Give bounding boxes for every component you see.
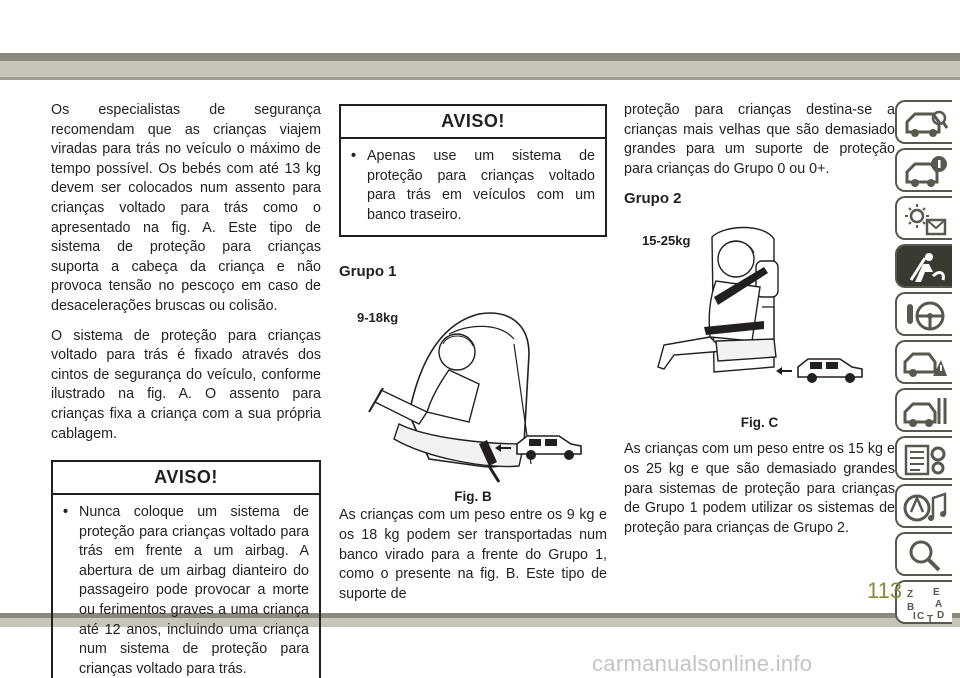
svg-text:E: E bbox=[933, 587, 940, 598]
watermark: carmanualsonline.info bbox=[592, 651, 813, 676]
svg-text:Z: Z bbox=[907, 589, 914, 600]
warning-item bbox=[63, 503, 309, 678]
warning-text: Apenas use um sistema de proteção para crianças voltado para trás em veículos com um banco traseiro. bbox=[367, 148, 595, 223]
bullet: • bbox=[351, 148, 357, 164]
car-inspection-icon[interactable] bbox=[895, 100, 952, 144]
paragraph: As crianças com um peso entre os 15 kg e os 25 kg e que são demasiado grandes para sistemas de proteção para crianças de Grupo 1 podem utilizar os sistemas de proteção para crianças de Grupo 2. bbox=[624, 441, 895, 536]
section-heading: Grupo 1 bbox=[339, 263, 397, 281]
car-service-icon[interactable] bbox=[895, 388, 952, 432]
steering-wheel-icon[interactable] bbox=[895, 292, 952, 336]
warning-box bbox=[51, 460, 321, 678]
header-band-line bbox=[0, 77, 960, 80]
warning-text: Nunca coloque um sistema de proteção para crianças voltado para trás em frente a um airbag. A abertura de um airbag dianteiro do passageiro pode provocar a morte ou ferimentos graves a uma criança até 12 anos, incluindo uma criança num sistema de proteção para crianças voltado para trás. bbox=[79, 504, 309, 677]
warning-body bbox=[341, 139, 605, 235]
warning-title: AVISO! bbox=[341, 106, 605, 139]
car-crash-icon[interactable] bbox=[895, 340, 952, 384]
paragraph: Os especialistas de segurança recomendam que as crianças viajem viradas para trás no veículo o máximo de tempo possível. Os bebés com até 13 kg devem ser colocados num assento para crianças voltado para trás como o apresentado na fig. A. Este tipo de sistema de proteção para crianças suporta a cabeça da criança e não provoca tensão no pescoço em caso de desacelerações bruscas ou colisão. bbox=[51, 102, 321, 314]
svg-text:B: B bbox=[907, 602, 915, 613]
column-right bbox=[624, 101, 895, 548]
specifications-icon[interactable] bbox=[895, 436, 952, 480]
warning-box bbox=[339, 104, 607, 237]
svg-text:T: T bbox=[927, 614, 934, 622]
svg-text:I: I bbox=[913, 611, 916, 622]
language-index-icon[interactable] bbox=[895, 580, 952, 624]
figure-caption: Fig. C bbox=[740, 414, 779, 430]
bullet: • bbox=[63, 504, 69, 521]
figure-b bbox=[339, 294, 607, 504]
paragraph: proteção para crianças destina-se a crianças mais velhas que são demasiado grandes para um suporte de proteção para crianças do Grupo 0 ou 0+. bbox=[624, 102, 895, 177]
child-seat-group1-illustration bbox=[339, 294, 607, 484]
paragraph: O sistema de proteção para crianças voltado para trás é fixado através dos cintos de segurança do veículo, conforme ilustrado na fig. A. O assento para crianças fixa a criança com a sua própria cablagem. bbox=[51, 327, 321, 442]
warning-body bbox=[53, 495, 319, 678]
multimedia-icon[interactable] bbox=[895, 484, 952, 528]
column-middle bbox=[339, 104, 607, 614]
search-index-icon[interactable] bbox=[895, 532, 952, 576]
section-heading: Grupo 2 bbox=[624, 190, 682, 208]
booster-seat-group2-illustration bbox=[624, 217, 895, 412]
warning-title: AVISO! bbox=[53, 462, 319, 495]
header-band-light bbox=[0, 61, 960, 77]
svg-text:D: D bbox=[937, 610, 945, 621]
warning-lights-icon[interactable] bbox=[895, 196, 952, 240]
car-info-icon[interactable] bbox=[895, 148, 952, 192]
weight-label: 9-18kg bbox=[357, 310, 399, 326]
figure-caption: Fig. B bbox=[454, 488, 492, 504]
page-number: 113 bbox=[867, 578, 903, 603]
warning-item bbox=[351, 147, 595, 225]
svg-text:C: C bbox=[917, 611, 925, 622]
paragraph: As crianças com um peso entre os 9 kg e os 18 kg podem ser transportadas num banco virado para a frente do Grupo 1, como o presente na fig. B. Este tipo de suporte de bbox=[339, 507, 607, 602]
seat-airbag-icon[interactable] bbox=[895, 244, 952, 288]
figure-c bbox=[624, 217, 895, 432]
car-direction-icon bbox=[776, 359, 862, 383]
svg-text:A: A bbox=[935, 599, 943, 610]
column-left bbox=[51, 101, 321, 678]
weight-label: 15-25kg bbox=[642, 233, 691, 249]
header-band bbox=[0, 53, 960, 61]
